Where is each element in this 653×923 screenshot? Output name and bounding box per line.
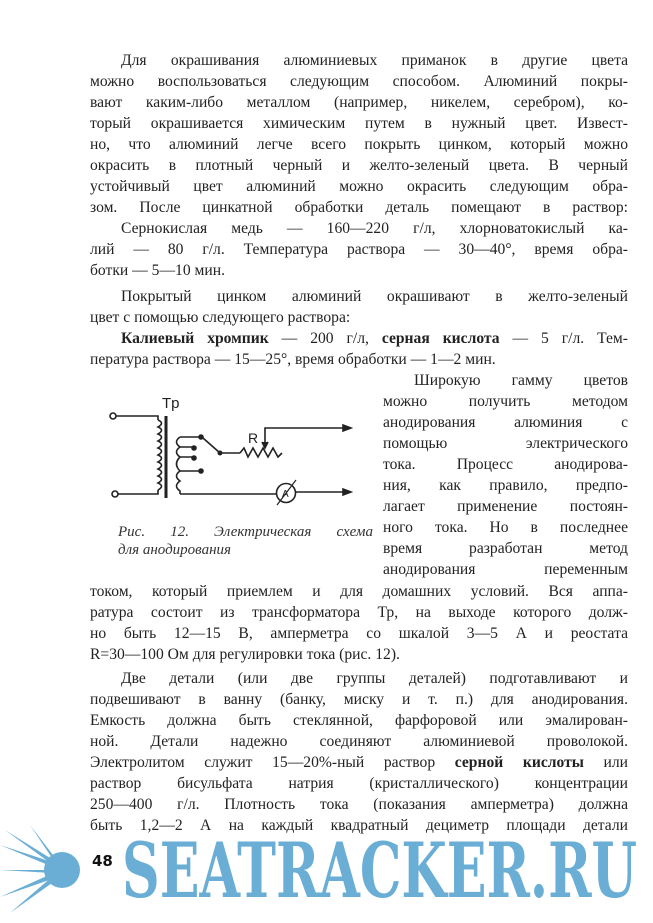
text-line: окрасить в плотный черный и желто-зеленый цвета. В черный (90, 157, 628, 174)
text-line: током, который приемлем и для домашних условий. Вся аппа- (90, 583, 628, 600)
text-line (90, 752, 628, 773)
primary-wire (116, 416, 158, 494)
input-terminal-top (110, 413, 116, 419)
rheostat (240, 448, 282, 457)
text-line: цвет с помощью следующего раствора: (90, 309, 351, 326)
paragraph-yellow-green (90, 286, 628, 328)
figure-caption (118, 523, 373, 559)
text-line: Две детали (или две группы деталей) подготавливают и (121, 670, 628, 687)
text-line: ратура состоит из трансформатора Тр, на выходе которого долж- (90, 604, 628, 621)
text-line: но, что алюминий легче всего покрыть цинком, который можно (90, 136, 628, 153)
output-arrow-bottom (343, 489, 351, 495)
text-line: быть 1,2—2 А на каждый квадратный дециметр площади детали (90, 817, 628, 834)
caption-line: для анодирования (118, 542, 232, 558)
secondary-coil (177, 437, 181, 494)
text-line: Широкую гамму цветов (414, 372, 628, 389)
paragraph-anodizing-procedure (90, 668, 628, 836)
paragraph-anodizing-equipment (90, 581, 628, 665)
paragraph-anodizing-intro (383, 370, 628, 580)
text-line: Сернокислая медь — 160—220 г/л, хлорноватокислый ка- (121, 220, 628, 237)
text-segment: Электролитом служит 15—20%-ный раствор (90, 754, 455, 771)
text-line: пература раствора — 15—25°, время обработки — 1—2 мин. (90, 351, 496, 368)
text-segment: — 5 г/л. Тем- (499, 330, 628, 347)
tap-dot (198, 468, 204, 474)
text-segment: — 200 г/л, (268, 330, 382, 347)
transformer-label: Tp (162, 395, 180, 412)
ammeter-label: A (282, 489, 289, 500)
paragraph-yellow-green-solution (90, 328, 628, 370)
text-line: лагает применение постоян- (383, 498, 628, 515)
text-line: устойчивый цвет алюминий можно окрасить следующим обра- (90, 178, 628, 195)
secondary-taps (180, 437, 201, 471)
watermark-logo (122, 825, 642, 915)
bold-term: серная кислота (381, 330, 500, 347)
input-terminal-bottom (112, 491, 118, 497)
output-arrow-top (343, 425, 351, 431)
text-line: можно получить методом (383, 393, 628, 410)
text-line: зом. После цинкатной обработки деталь помещают в раствор: (90, 199, 628, 216)
text-line: ботки — 5—10 мин. (90, 262, 225, 279)
resistor-label: R (248, 430, 259, 446)
tap-switch (203, 438, 240, 453)
text-line: вают каким-либо металлом (например, никелем, серебром), ко- (90, 94, 628, 111)
text-line: 250—400 г/л. Плотность тока (показания амперметра) должна (90, 796, 628, 813)
rheostat-wiper (265, 428, 348, 446)
watermark (0, 825, 653, 915)
text-line (90, 328, 628, 349)
tap-dot (191, 455, 197, 461)
text-line: R=30—100 Ом для регулировки тока (рис. 12). (90, 646, 400, 663)
text-line: анодирования переменным (383, 561, 628, 578)
sunburst-icon (0, 825, 90, 915)
text-line: но быть 12—15 В, амперметра со шкалой 3—5 А и реостата (90, 625, 628, 642)
paragraph-black-solution (90, 218, 628, 281)
text-line: раствор бисульфата натрия (кристаллического) концентрации (90, 775, 628, 792)
text-line: ной. Детали надежно соединяют алюминиевой проволокой. (90, 733, 628, 750)
primary-coil (158, 420, 162, 490)
bold-term: серной кислоты (454, 754, 584, 771)
text-line: Покрытый цинком алюминий окрашивают в желто-зеленый (121, 288, 628, 305)
text-line: торый окрашивается химическим путем в нужный цвет. Извест- (90, 115, 628, 132)
text-line: Для окрашивания алюминиевых приманок в другие цвета (121, 52, 628, 69)
caption-line: Рис. 12. Электрическая схема (118, 524, 373, 540)
text-line: ного тока. Но в последнее (383, 519, 628, 536)
text-line: тока. Процесс анодирова- (383, 456, 628, 473)
page-number: 48 (92, 852, 113, 870)
text-line: Емкость должна быть стеклянной, фарфоровой или эмалирован- (90, 712, 628, 729)
bottom-wire (180, 492, 348, 494)
anodizing-circuit-diagram (95, 390, 360, 510)
text-line: время разработан метод (383, 540, 628, 557)
watermark-text: SEATRACKER.RU (122, 826, 637, 915)
text-line: подвешивают в ванну (банку, миску и т. п.) для анодирования. (90, 691, 628, 708)
bold-term: Калиевый хромпик (121, 330, 269, 347)
text-line: лий — 80 г/л. Температура раствора — 30—40°, время обра- (90, 241, 628, 258)
paragraph-zinc-coating (90, 50, 628, 218)
tap-dot (191, 445, 197, 451)
text-segment: или (583, 754, 629, 771)
text-line: помощью электрического (383, 435, 628, 452)
text-line: ния, как правило, предпо- (383, 477, 628, 494)
text-line: анодирования алюминия с (383, 414, 628, 431)
text-line: можно воспользоваться следующим способом. Алюминий покры- (90, 73, 628, 90)
